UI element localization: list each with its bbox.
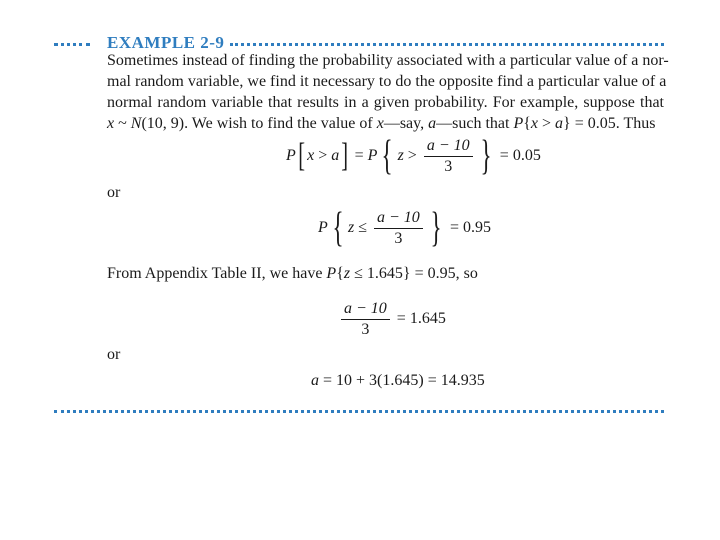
text-end: } = 0.05. Thus [563,115,656,132]
var-x: x [107,115,115,132]
appendix-line [107,265,478,283]
var-p: P [513,115,524,132]
eq1-brace-open: { [381,133,394,179]
eq2-z: z [347,219,355,236]
equation-4 [311,372,485,390]
example-heading: EXAMPLE 2-9 [107,33,225,52]
eq1-brace-close: } [480,133,492,179]
paragraph-line-1: Sometimes instead of finding the probability associated with a particular value of a nor- [107,52,669,69]
eq2-denominator: 3 [394,229,403,247]
equation-1 [286,134,541,178]
eq3-result: = 1.645 [392,310,446,327]
eq4-a: a [311,372,319,389]
var-n: N [130,115,142,132]
eq1-denominator: 3 [444,157,453,175]
eq1-z: z [397,147,404,164]
text-brace: { [523,115,531,132]
eq2-numerator: a − 10 [374,209,423,229]
eq3-numerator: a − 10 [341,300,390,320]
text-params: (10, 9). We wish to find the value of [141,115,377,132]
eq1-result: = 0.05 [495,147,541,164]
eq1-bracket-close: ] [341,137,349,174]
eq2-le: ≤ [354,219,371,236]
eq1-eq: = [350,147,368,164]
paragraph-line-3: normal random variable that results in a given probability. For example, suppose that [107,94,664,111]
eq1-p1: P [286,147,296,164]
eq1-numerator: a − 10 [424,137,473,157]
divider-left [54,43,90,46]
text-say: —say, [383,115,429,132]
var-x3: x [530,115,539,132]
eq1-bracket-open: [ [298,137,305,174]
eq3-fraction [341,300,390,339]
eq1-a: a [331,147,340,164]
eq2-p: P [318,219,328,236]
or-label-2: or [107,346,121,363]
eq1-x: x [307,147,315,164]
equation-3 [338,297,446,341]
appendix-z: z [343,265,351,282]
divider-right [230,43,664,46]
eq1-gt1: > [314,147,332,164]
or-label-1: or [107,184,121,201]
var-x2: x [376,115,384,132]
text-gt: > [538,115,556,132]
eq2-brace-close: } [430,205,442,251]
example-paragraph [107,50,669,134]
appendix-text-c: ≤ 1.645} = 0.95, so [350,265,478,282]
text-tilde: ~ [114,115,131,132]
eq2-result: = 0.95 [445,219,491,236]
equation-2 [318,206,491,250]
appendix-brace: { [336,265,344,282]
eq3-denominator: 3 [361,320,370,338]
var-a2: a [555,115,564,132]
var-a: a [428,115,437,132]
eq4-rest: = 10 + 3(1.645) = 14.935 [319,372,485,389]
eq2-brace-open: { [332,205,344,251]
appendix-p: P [326,265,337,282]
divider-bottom [54,410,664,413]
eq2-fraction [374,209,423,248]
text-such-that: —such that [436,115,514,132]
paragraph-line-4 [107,113,664,134]
eq1-p2: P [367,147,378,164]
eq1-fraction [424,137,473,176]
paragraph-line-2: mal random variable, we find it necessary to do the opposite find a particular value of a [107,73,667,90]
appendix-text-a: From Appendix Table II, we have [107,265,327,282]
eq1-gt2: > [403,147,421,164]
